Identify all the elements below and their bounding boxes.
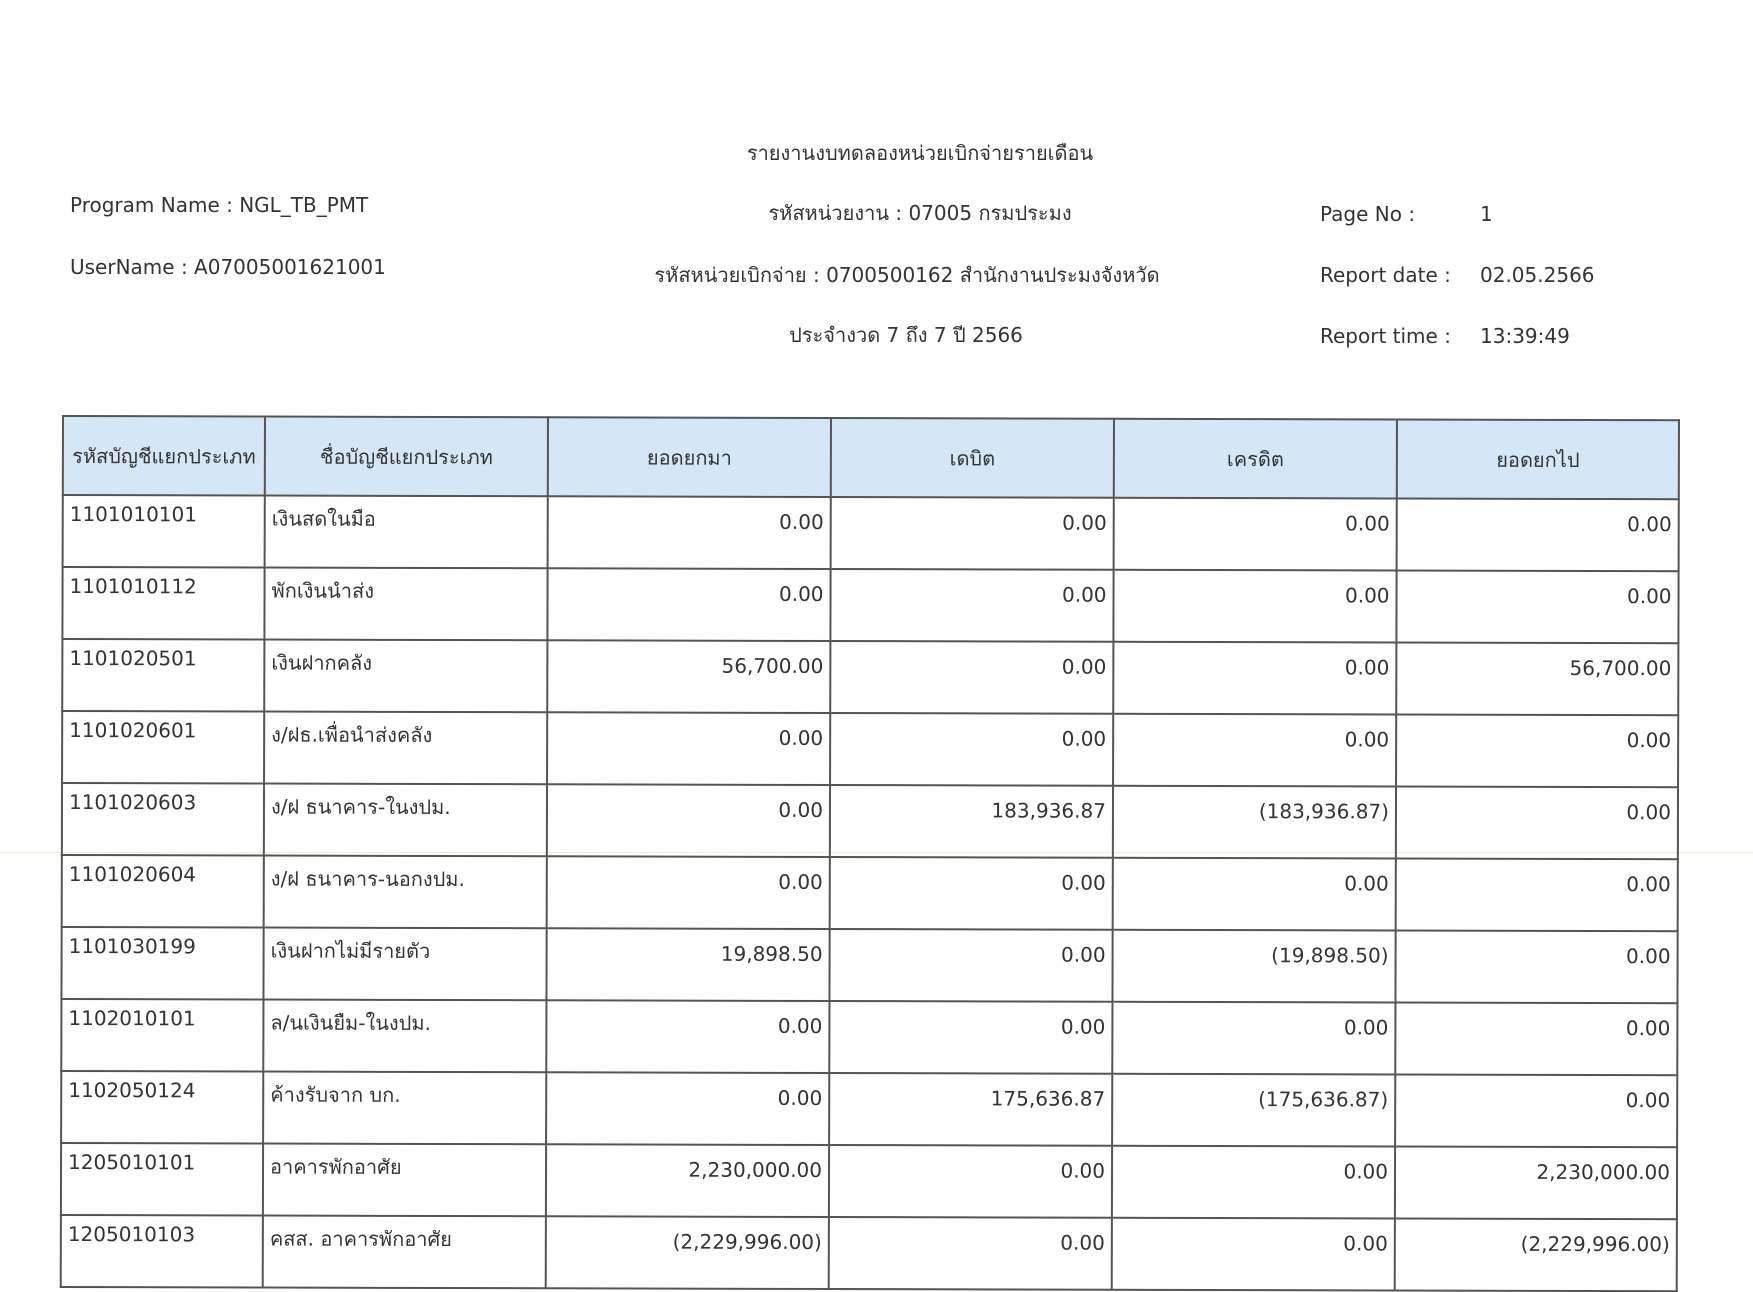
- credit-cell: 0.00: [1113, 570, 1396, 643]
- account-name-cell: ค้างรับจาก บก.: [263, 1072, 546, 1145]
- opening-balance-cell: (2,229,996.00): [546, 1216, 829, 1289]
- account-name-cell: อาคารพักอาศัย: [263, 1144, 546, 1217]
- debit-cell: 0.00: [829, 1001, 1112, 1074]
- opening-balance-cell: 0.00: [547, 568, 830, 641]
- account-code-cell: 1102010101: [61, 999, 263, 1072]
- agency-code: รหัสหน่วยงาน : 07005 กรมประมง: [768, 201, 1072, 225]
- table-row: [62, 711, 1678, 787]
- account-name-cell: เงินฝากไม่มีรายตัว: [263, 928, 546, 1001]
- table-row: [61, 1215, 1677, 1291]
- account-code-cell: 1101010101: [63, 495, 265, 568]
- debit-cell: 0.00: [830, 641, 1113, 714]
- opening-balance-cell: 0.00: [547, 856, 830, 929]
- credit-cell: 0.00: [1112, 1002, 1395, 1075]
- closing-balance-cell: 2,230,000.00: [1395, 1146, 1677, 1219]
- col-header-debit: เดบิต: [831, 418, 1114, 498]
- closing-balance-cell: 0.00: [1395, 1074, 1677, 1147]
- username: UserName : A07005001621001: [70, 255, 386, 279]
- debit-cell: 0.00: [829, 929, 1112, 1002]
- table-row: [61, 999, 1677, 1075]
- opening-balance-cell: 0.00: [546, 1000, 829, 1073]
- closing-balance-cell: (2,229,996.00): [1395, 1218, 1677, 1291]
- report-title: รายงานงบทดลองหน่วยเบิกจ่ายรายเดือน: [746, 141, 1094, 165]
- account-name-cell: เงินสดในมือ: [265, 496, 548, 569]
- account-code-cell: 1102050124: [61, 1071, 263, 1144]
- closing-balance-cell: 0.00: [1396, 714, 1678, 787]
- closing-balance-cell: 0.00: [1396, 858, 1678, 931]
- page-no-label: Page No :: [1320, 202, 1416, 226]
- opening-balance-cell: 2,230,000.00: [546, 1144, 829, 1217]
- closing-balance-cell: 0.00: [1396, 786, 1678, 859]
- opening-balance-cell: 56,700.00: [547, 640, 830, 713]
- credit-cell: 0.00: [1112, 1146, 1395, 1219]
- closing-balance-cell: 0.00: [1396, 570, 1678, 643]
- col-header-opening-balance: ยอดยกมา: [548, 417, 831, 497]
- account-name-cell: ง/ฝธ.เพื่อนำส่งคลัง: [264, 712, 547, 785]
- debit-cell: 0.00: [830, 713, 1113, 786]
- opening-balance-cell: 0.00: [548, 496, 831, 569]
- account-name-cell: คสส. อาคารพักอาศัย: [263, 1216, 546, 1289]
- table-row: [62, 567, 1678, 643]
- col-header-credit: เครดิต: [1114, 419, 1397, 499]
- report-time-label: Report time :: [1320, 324, 1451, 348]
- credit-cell: 0.00: [1113, 858, 1396, 931]
- table-row: [62, 783, 1678, 859]
- credit-cell: 0.00: [1114, 498, 1397, 571]
- account-name-cell: พักเงินนำส่ง: [264, 568, 547, 641]
- account-name-cell: ง/ฝ ธนาคาร-ในงปม.: [264, 784, 547, 857]
- account-code-cell: 1101030199: [61, 927, 263, 1000]
- page-no-value: 1: [1480, 202, 1493, 226]
- account-code-cell: 1101020601: [62, 711, 264, 784]
- table-row: [61, 927, 1677, 1003]
- credit-cell: 0.00: [1113, 714, 1396, 787]
- account-name-cell: เงินฝากคลัง: [264, 640, 547, 713]
- debit-cell: 0.00: [830, 569, 1113, 642]
- report-date-value: 02.05.2566: [1480, 263, 1595, 287]
- account-code-cell: 1101020501: [62, 639, 264, 712]
- col-header-account-name: ชื่อบัญชีแยกประเภท: [265, 417, 548, 497]
- table-row: [61, 1143, 1677, 1219]
- col-header-closing-balance: ยอดยกไป: [1397, 419, 1679, 499]
- account-code-cell: 1205010101: [61, 1143, 263, 1216]
- table-row: [61, 1071, 1677, 1147]
- account-code-cell: 1205010103: [61, 1215, 263, 1288]
- account-code-cell: 1101020604: [62, 855, 264, 928]
- disbursing-unit-code: รหัสหน่วยเบิกจ่าย : 0700500162 สำนักงานประมงจังหวัด: [654, 263, 1160, 287]
- report-date-label: Report date :: [1320, 263, 1451, 287]
- closing-balance-cell: 56,700.00: [1396, 642, 1678, 715]
- credit-cell: (175,636.87): [1112, 1074, 1395, 1147]
- account-code-cell: 1101010112: [62, 567, 264, 640]
- debit-cell: 0.00: [829, 1217, 1112, 1290]
- table-header-row: [63, 416, 1679, 499]
- opening-balance-cell: 0.00: [546, 1072, 829, 1145]
- account-name-cell: ง/ฝ ธนาคาร-นอกงปม.: [264, 856, 547, 929]
- col-header-account-code: รหัสบัญชีแยกประเภท: [63, 416, 265, 496]
- table-row: [63, 495, 1679, 571]
- closing-balance-cell: 0.00: [1397, 498, 1679, 571]
- closing-balance-cell: 0.00: [1395, 930, 1677, 1003]
- credit-cell: 0.00: [1112, 1218, 1395, 1291]
- report-time-value: 13:39:49: [1480, 324, 1570, 348]
- account-name-cell: ล/นเงินยืม-ในงปม.: [263, 1000, 546, 1073]
- account-code-cell: 1101020603: [62, 783, 264, 856]
- closing-balance-cell: 0.00: [1395, 1002, 1677, 1075]
- opening-balance-cell: 0.00: [547, 784, 830, 857]
- table-row: [62, 855, 1678, 931]
- trial-balance-table: [60, 415, 1680, 1292]
- debit-cell: 0.00: [831, 497, 1114, 570]
- debit-cell: 175,636.87: [829, 1073, 1112, 1146]
- debit-cell: 0.00: [830, 857, 1113, 930]
- opening-balance-cell: 19,898.50: [546, 928, 829, 1001]
- debit-cell: 0.00: [829, 1145, 1112, 1218]
- credit-cell: 0.00: [1113, 642, 1396, 715]
- program-name: Program Name : NGL_TB_PMT: [70, 193, 369, 217]
- table-row: [62, 639, 1678, 715]
- credit-cell: (183,936.87): [1113, 786, 1396, 859]
- credit-cell: (19,898.50): [1112, 930, 1395, 1003]
- debit-cell: 183,936.87: [830, 785, 1113, 858]
- report-period: ประจำงวด 7 ถึง 7 ปี 2566: [789, 323, 1023, 347]
- opening-balance-cell: 0.00: [547, 712, 830, 785]
